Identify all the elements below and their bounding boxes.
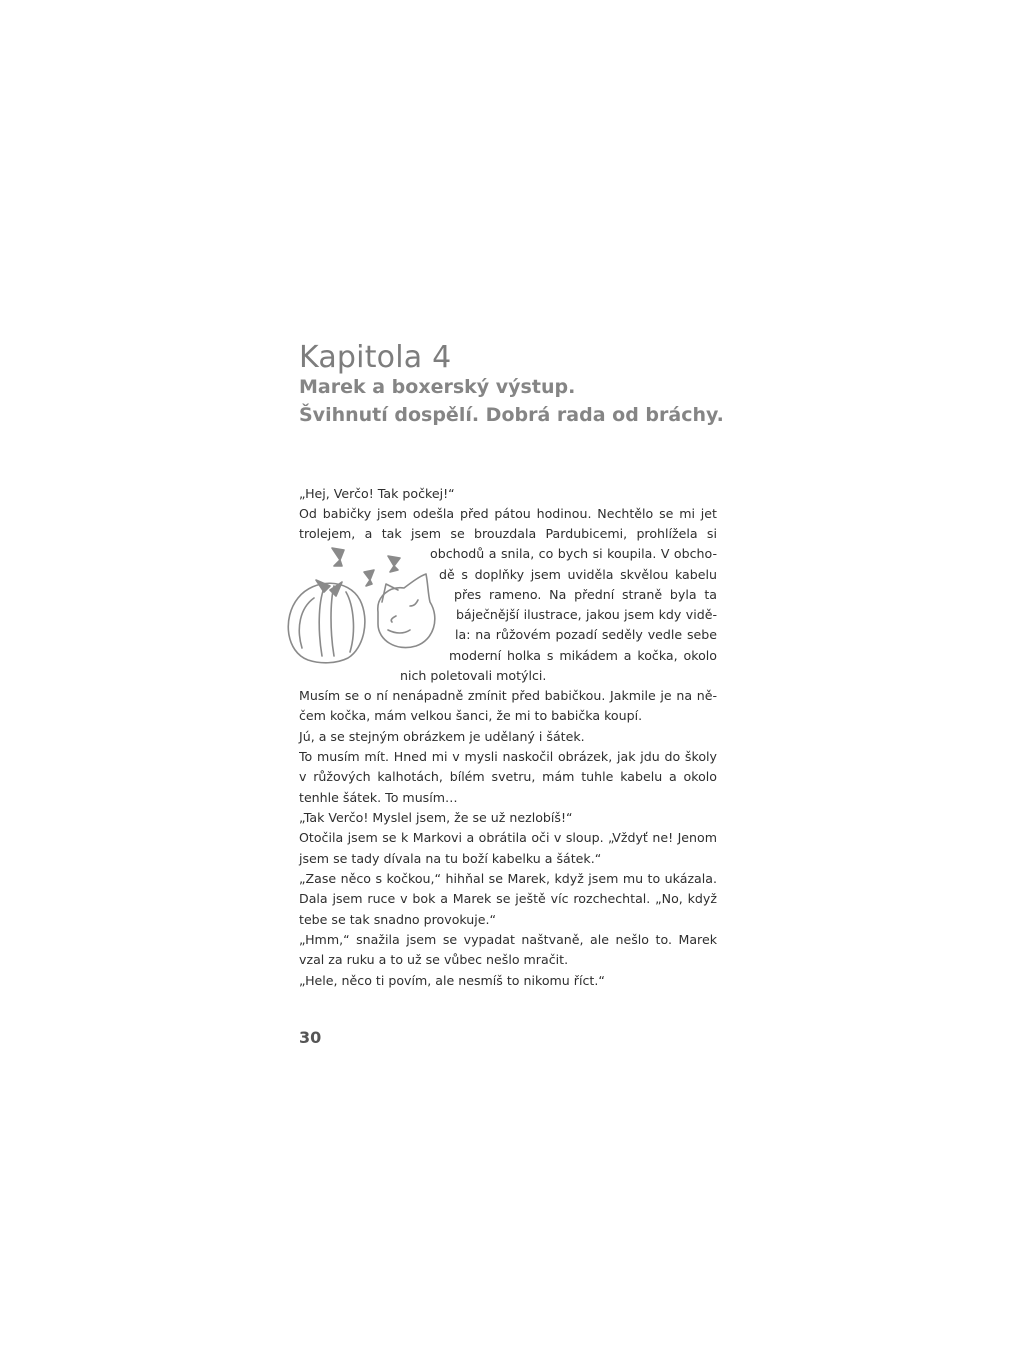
body-line: Musím se o ní nenápadně zmínit před babičkou. Jakmile je na ně- xyxy=(299,688,717,703)
body-line: „Hmm,“ snažila jsem se vypadat naštvaně, ale nešlo to. Marek xyxy=(299,932,717,947)
body-line: nich poletovali motýlci. xyxy=(400,668,547,683)
body-line: la: na růžovém pozadí seděly vedle sebe xyxy=(455,627,717,642)
body-line: jsem se tady dívala na tu boží kabelku a šátek.“ xyxy=(299,851,602,866)
body-line: „Zase něco s kočkou,“ hihňal se Marek, když jsem mu to ukázala. xyxy=(299,871,717,886)
body-line: tenhle šátek. To musím… xyxy=(299,790,458,805)
body-line: přes rameno. Na přední straně byla ta xyxy=(454,587,717,602)
body-line: Otočila jsem se k Markovi a obrátila oči v sloup. „Vždyť ne! Jenom xyxy=(299,830,717,845)
body-line: Dala jsem ruce v bok a Marek se ještě víc rozchechtal. „No, když xyxy=(299,891,717,906)
body-line: moderní holka s mikádem a kočka, okolo xyxy=(449,648,717,663)
girl-and-cat-with-butterflies-icon xyxy=(278,540,448,670)
chapter-title: Kapitola 4 xyxy=(299,340,452,375)
body-line: „Tak Verčo! Myslel jsem, že se už nezlobíš!“ xyxy=(299,810,573,825)
page-number: 30 xyxy=(299,1028,322,1047)
body-line: Jú, a se stejným obrázkem je udělaný i šátek. xyxy=(299,729,585,744)
body-line: tebe se tak snadno provokuje.“ xyxy=(299,912,497,927)
body-line: trolejem, a tak jsem se brouzdala Pardubicemi, prohlížela si xyxy=(299,526,717,541)
body-line: „Hele, něco ti povím, ale nesmíš to nikomu říct.“ xyxy=(299,973,605,988)
body-line: „Hej, Verčo! Tak počkej!“ xyxy=(299,486,455,501)
body-line: obchodů a snila, co bych si koupila. V obcho- xyxy=(430,546,717,561)
body-line: To musím mít. Hned mi v mysli naskočil obrázek, jak jdu do školy xyxy=(299,749,717,764)
chapter-subtitle-line-1: Marek a boxerský výstup. xyxy=(299,376,576,398)
body-line: čem kočka, mám velkou šanci, že mi to babička koupí. xyxy=(299,708,643,723)
chapter-subtitle-line-2: Švihnutí dospělí. Dobrá rada od bráchy. xyxy=(299,404,724,426)
body-line: vzal za ruku a to už se vůbec nešlo mračit. xyxy=(299,952,569,967)
body-line: v růžových kalhotách, bílém svetru, mám tuhle kabelu a okolo xyxy=(299,769,717,784)
body-line: dě s doplňky jsem uviděla skvělou kabelu xyxy=(439,567,717,582)
body-line: báječnější ilustrace, jakou jsem kdy vidě- xyxy=(456,607,717,622)
body-line: Od babičky jsem odešla před pátou hodinou. Nechtělo se mi jet xyxy=(299,506,717,521)
